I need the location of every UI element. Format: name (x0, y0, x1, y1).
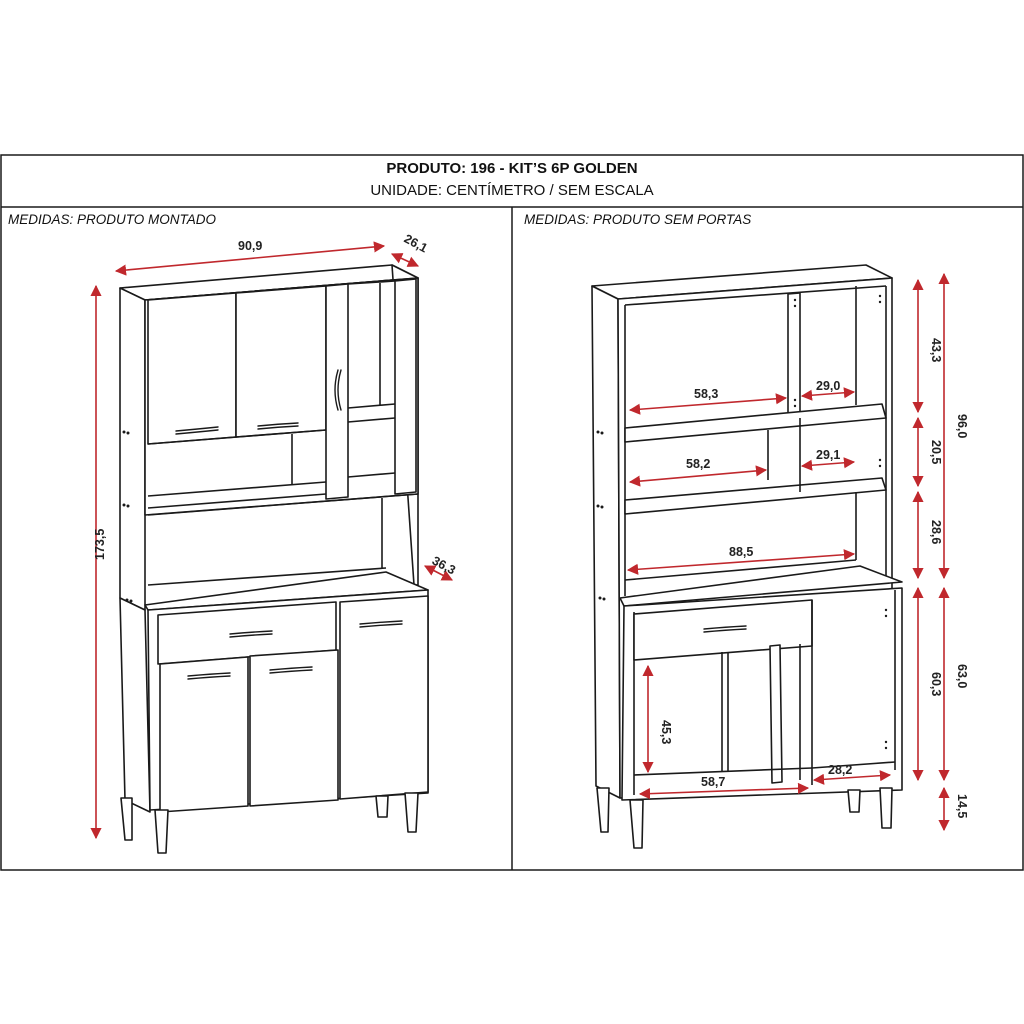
unit-subtitle: UNIDADE: CENTÍMETRO / SEM ESCALA (370, 182, 654, 199)
right-panel-label: MEDIDAS: PRODUTO SEM PORTAS (524, 212, 752, 227)
dim-bottom-right-label: 28,2 (828, 763, 853, 777)
dim-shelf1-left-label: 58,3 (694, 387, 719, 401)
left-panel-label: MEDIDAS: PRODUTO MONTADO (8, 212, 217, 227)
dim-h-upper-total-label: 96,0 (955, 414, 969, 439)
dim-h-low-label: 28,6 (929, 520, 943, 545)
dim-bottom-left-label: 58,7 (701, 775, 726, 789)
dim-depth-bottom-label: 36,3 (429, 553, 458, 578)
dim-inner-height-label: 45,3 (659, 720, 673, 745)
dim-h-feet-label: 14,5 (955, 794, 969, 819)
dim-shelf2-left-label: 58,2 (686, 457, 711, 471)
dim-counter-label: 88,5 (729, 545, 754, 559)
assembled-cabinet (120, 265, 428, 853)
dim-h-mid-label: 20,5 (929, 440, 943, 465)
dim-h-base-label: 60,3 (929, 672, 943, 697)
dim-h-top-label: 43,3 (929, 338, 943, 363)
dim-shelf2-right-label: 29,1 (816, 448, 841, 462)
dim-height-label: 173,5 (93, 528, 107, 560)
dim-line-depth-top (392, 254, 418, 266)
dim-h-lower-total-label: 63,0 (955, 664, 969, 689)
dim-width-label: 90,9 (238, 239, 263, 253)
product-title: PRODUTO: 196 - KIT’S 6P GOLDEN (386, 160, 638, 177)
dim-shelf1-right-label: 29,0 (816, 379, 841, 393)
dim-depth-top-label: 26,1 (401, 231, 430, 256)
